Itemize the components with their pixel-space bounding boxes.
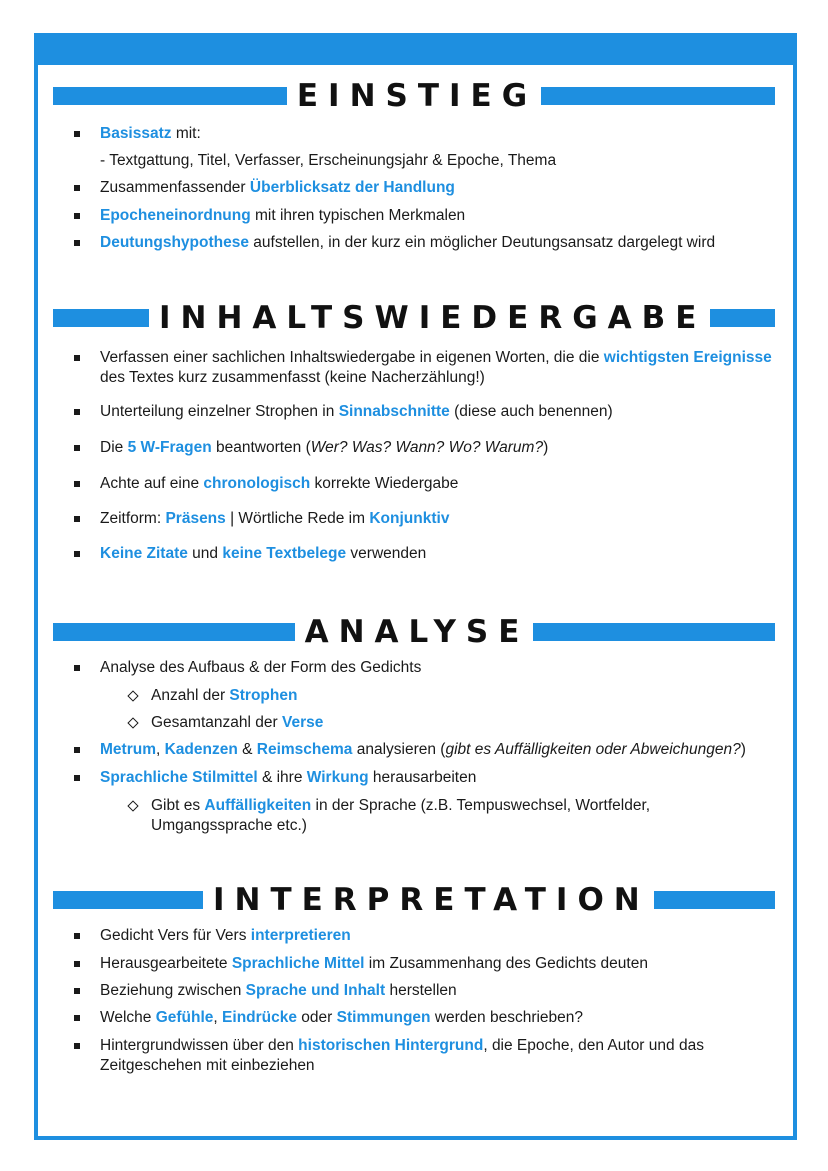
list-item: Deutungshypothese aufstellen, in der kurz ein möglicher Deutungsansatz dargelegt wird [100, 233, 790, 253]
list-item: Basissatz mit: [100, 124, 790, 144]
list-item: Achte auf eine chronologisch korrekte Wiedergabe [100, 474, 790, 494]
list-item: Hintergrundwissen über den historischen Hintergrund, die Epoche, den Autor und das Zeitgeschehen mit einbeziehen [100, 1036, 790, 1076]
heading-einstieg [53, 76, 775, 116]
list-sub-item: Gesamtanzahl der Verse [151, 713, 771, 733]
bullet-icon [74, 409, 80, 415]
list-item: Keine Zitate und keine Textbelege verwenden [100, 544, 790, 564]
list-item: Verfassen einer sachlichen Inhaltswiedergabe in eigenen Worten, die die wichtigsten Ereignisse des Textes kurz zusammenfasst (keine Nacherzählung!) [100, 348, 790, 388]
bullet-icon [74, 1043, 80, 1049]
heading-line-right [710, 309, 775, 327]
bullet-icon [74, 355, 80, 361]
list-item: Epocheneinordnung mit ihren typischen Merkmalen [100, 206, 790, 226]
heading-analyse [53, 612, 775, 652]
list-item: Metrum, Kadenzen & Reimschema analysieren (gibt es Auffälligkeiten oder Abweichungen?) [100, 740, 790, 760]
bullet-icon [74, 665, 80, 671]
list-item: Zusammenfassender Überblicksatz der Handlung [100, 178, 790, 198]
heading-line-left [53, 309, 149, 327]
bullet-icon [74, 516, 80, 522]
bullet-icon [74, 747, 80, 753]
list-item: Welche Gefühle, Eindrücke oder Stimmungen werden beschrieben? [100, 1008, 790, 1028]
list-item: Gedicht Vers für Vers interpretieren [100, 926, 790, 946]
bullet-icon [74, 1015, 80, 1021]
bullet-icon [74, 988, 80, 994]
bullet-icon [74, 551, 80, 557]
heading-inhaltswiedergabe [53, 298, 775, 338]
heading-title: INTERPRETATION [213, 882, 650, 918]
bullet-icon [74, 240, 80, 246]
heading-interpretation [53, 880, 775, 920]
bullet-icon [74, 131, 80, 137]
heading-line-left [53, 623, 295, 641]
bullet-icon [74, 961, 80, 967]
heading-title: INHALTSWIEDERGABE [159, 300, 707, 336]
list-sub-item: Gibt es Auffälligkeiten in der Sprache (z.B. Tempuswechsel, Wortfelder, Umgangssprache etc.) [151, 796, 711, 836]
list-item: Unterteilung einzelner Strophen in Sinnabschnitte (diese auch benennen) [100, 402, 790, 422]
bullet-icon [74, 213, 80, 219]
heading-line-right [533, 623, 775, 641]
bullet-icon [74, 445, 80, 451]
list-item: Sprachliche Stilmittel & ihre Wirkung herausarbeiten [100, 768, 790, 788]
list-item: Die 5 W-Fragen beantworten (Wer? Was? Wann? Wo? Warum?) [100, 438, 790, 458]
heading-line-left [53, 891, 203, 909]
heading-line-right [654, 891, 775, 909]
list-item: Analyse des Aufbaus & der Form des Gedichts [100, 658, 790, 678]
heading-line-right [541, 87, 775, 105]
bullet-icon [74, 185, 80, 191]
heading-title: EINSTIEG [296, 78, 538, 114]
bullet-icon [74, 481, 80, 487]
heading-title: ANALYSE [304, 614, 530, 650]
bullet-icon [74, 933, 80, 939]
list-item: Zeitform: Präsens | Wörtliche Rede im Konjunktiv [100, 509, 790, 529]
list-sub-line: - Textgattung, Titel, Verfasser, Erscheinungsjahr & Epoche, Thema [100, 152, 557, 169]
list-sub-item: Anzahl der Strophen [151, 686, 771, 706]
heading-line-left [53, 87, 287, 105]
list-item: Beziehung zwischen Sprache und Inhalt herstellen [100, 981, 790, 1001]
list-item: Herausgearbeitete Sprachliche Mittel im Zusammenhang des Gedichts deuten [100, 954, 790, 974]
bullet-icon [74, 775, 80, 781]
